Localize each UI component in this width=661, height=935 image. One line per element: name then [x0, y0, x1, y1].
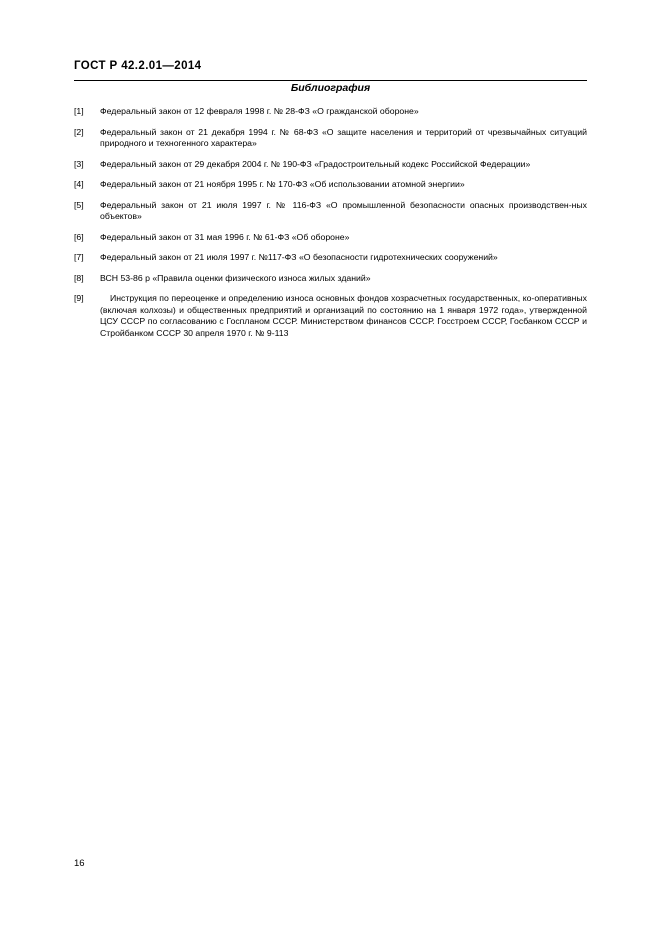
page-header-standard-code: ГОСТ Р 42.2.01—2014 — [74, 60, 202, 72]
list-item — [74, 232, 587, 244]
reference-text: Федеральный закон от 21 декабря 1994 г. № 68-ФЗ «О защите населения и территорий от чрезвычайных ситуаций природного и техногенного характера» — [100, 126, 587, 148]
reference-number: [4] — [74, 179, 84, 189]
reference-text: Федеральный закон от 21 июля 1997 г. № 116-ФЗ «О промышленной безопасности опасных производствен-ных объектов» — [100, 199, 587, 221]
page-number: 16 — [74, 858, 85, 869]
reference-number: [1] — [74, 106, 84, 116]
reference-text: ВСН 53-86 р «Правила оценки физического износа жилых зданий» — [100, 272, 371, 283]
reference-number: [8] — [74, 272, 84, 283]
reference-text: Федеральный закон от 21 июля 1997 г. №117-ФЗ «О безопасности гидротехнических сооружений» — [100, 252, 498, 262]
list-item — [74, 273, 587, 285]
reference-number: [2] — [74, 126, 84, 137]
reference-text: Федеральный закон от 29 декабря 2004 г. № 190-ФЗ «Градостроительный кодекс Российской Федерации» — [100, 158, 531, 169]
reference-text: Инструкция по переоценке и определению износа основных фондов хозрасчетных государственных, ко-оперативных (включая колхозы) и общественных предприятий и организаций по состоянию на 1 января 1972 года», утвержденной ЦСУ СССР по согласованию с Госпланом СССР. Министерством финансов СССР. Госстроем СССР, Госбанком СССР и Стройбанком СССР 30 апреля 1970 г. № 9-113 — [100, 293, 587, 338]
reference-text: Федеральный закон от 21 ноября 1995 г. № 170-ФЗ «Об использовании атомной энергии» — [100, 179, 465, 189]
reference-number: [9] — [74, 293, 84, 303]
reference-number: [6] — [74, 231, 84, 242]
section-title: Библиография — [290, 82, 371, 94]
list-item — [74, 293, 587, 339]
reference-number: [3] — [74, 158, 84, 169]
reference-number: [5] — [74, 199, 84, 210]
header-divider — [74, 80, 587, 81]
list-item — [74, 179, 587, 191]
reference-text: Федеральный закон от 12 февраля 1998 г. № 28-ФЗ «О гражданской обороне» — [100, 106, 419, 116]
list-item — [74, 159, 587, 171]
reference-number: [7] — [74, 252, 84, 262]
list-item — [74, 252, 587, 264]
reference-text: Федеральный закон от 31 мая 1996 г. № 61-ФЗ «Об обороне» — [100, 231, 350, 242]
list-item — [74, 127, 587, 150]
list-item — [74, 106, 587, 118]
bibliography-list — [74, 106, 587, 348]
list-item — [74, 200, 587, 223]
